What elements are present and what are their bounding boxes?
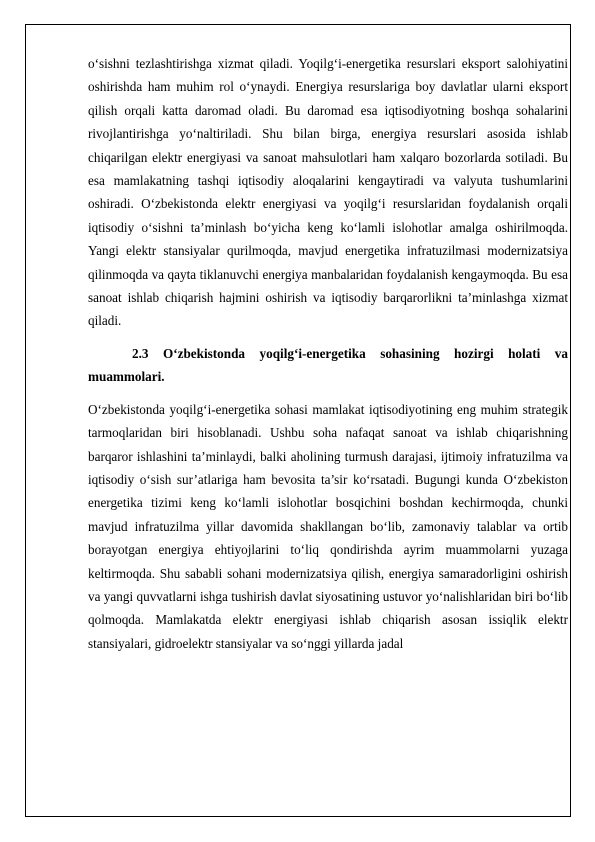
document-body bbox=[88, 52, 568, 655]
section-heading: 2.3 O‘zbekistonda yoqilg‘i-energetika sohasining hozirgi holati va muammolari. bbox=[88, 345, 568, 385]
body-paragraph: o‘sishni tezlashtirishga xizmat qiladi. Yoqilg‘i-energetika resurslari eksport salohiyatini oshirishda ham muhim rol o‘ynaydi. Energiya resurslariga boy davlatlar ularni eksport qilish orqali katta daromad oladi. Bu daromad esa iqtisodiyotning boshqa sohalarini rivojlantirishga yo‘naltiriladi. Shu bilan birga, energiya resurslari asosida ishlab chiqarilgan elektr energiyasi va sanoat mahsulotlari ham xalqaro bozorlarda sotiladi. Bu esa mamlakatning tashqi iqtisodiy aloqalarini kengaytiradi va valyuta tushumlarini oshiradi. O‘zbekistonda elektr energiyasi va yoqilg‘i resurslaridan foydalanish orqali iqtisodiy o‘sishni ta’minlash bo‘yicha keng ko‘lamli islohotlar amalga oshirilmoqda. Yangi elektr stansiyalar qurilmoqda, mavjud energetika infratuzilmasi modernizatsiya qilinmoqda va qayta tiklanuvchi energiya manbalaridan foydalanish kengaymoqda. Bu esa sanoat ishlab chiqarish hajmini oshirish va iqtisodiy barqarorlikni ta’minlashga xizmat qiladi. bbox=[88, 56, 568, 329]
body-paragraph: O‘zbekistonda yoqilg‘i-energetika sohasi mamlakat iqtisodiyotining eng muhim strategik tarmoqlaridan biri hisoblanadi. Ushbu soha nafaqat sanoat va ishlab chiqarishning barqaror ishlashini ta’minlaydi, balki aholining turmush darajasi, ijtimoiy infratuzilma va iqtisodiy o‘sish sur’atlariga ham bevosita ta’sir ko‘rsatadi. Bugungi kunda O‘zbekiston energetika tizimi keng ko‘lamli islohotlar bosqichini boshdan kechirmoqda, chunki mavjud infratuzilma yillar davomida shakllangan bo‘lib, zamonaviy talablar va ortib borayotgan energiya ehtiyojlarini to‘liq qondirishda ayrim muammolarni yuzaga keltirmoqda. Shu sababli sohani modernizatsiya qilish, energiya samaradorligini oshirish va yangi quvvatlarni ishga tushirish davlat siyosatining ustuvor yo‘nalishlaridan biri bo‘lib qolmoqda. Mamlakatda elektr energiyasi ishlab chiqarish asosan issiqlik elektr stansiyalari, gidroelektr stansiyalar va so‘nggi yillarda jadal bbox=[88, 401, 568, 651]
